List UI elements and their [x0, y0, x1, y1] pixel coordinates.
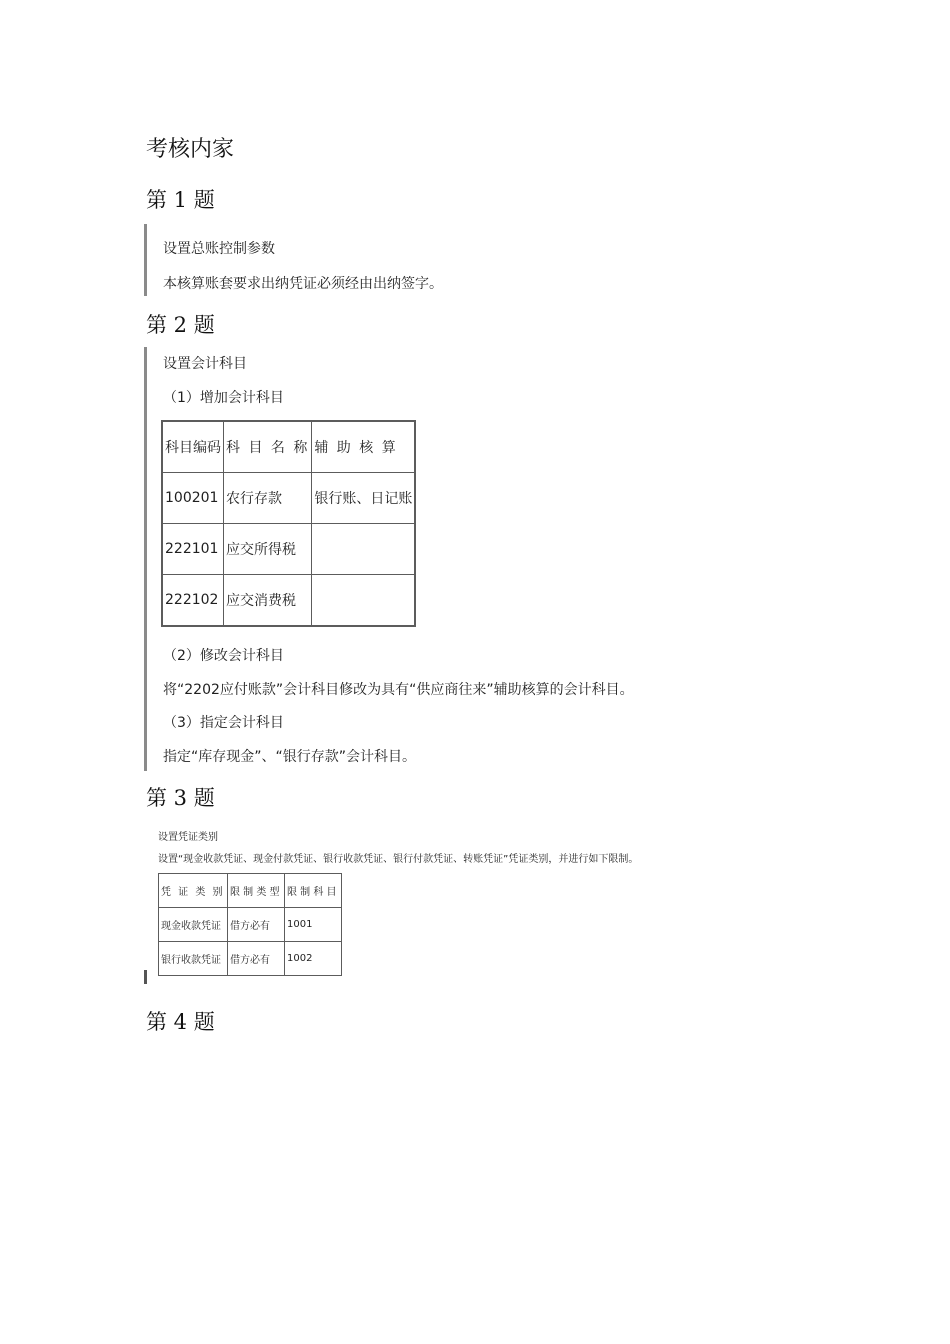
q2-after-2: 将“2202应付账款”会计科目修改为具有“供应商往来”辅助核算的会计科目。 — [163, 682, 634, 698]
header-cell: 限 制 类 型 — [228, 874, 285, 908]
q3-line-2: 设置“现金收款凭证、现金付款凭证、银行收款凭证、银行付款凭证、转账凭证”凭证类别，并进行如下限制。 — [158, 854, 639, 865]
q1-line-1: 设置总账控制参数 — [163, 241, 275, 257]
question-1-heading: 第 1 题 — [146, 188, 215, 212]
question-2-snippet — [144, 347, 707, 771]
table-cell: 100201 — [162, 473, 224, 524]
q2-after-1: （2）修改会计科目 — [163, 648, 284, 664]
table-header-row — [162, 421, 415, 473]
table-cell: 222102 — [162, 575, 224, 627]
table-cell: 银行账、日记账 — [312, 473, 416, 524]
question-1-snippet — [144, 224, 457, 296]
header-cell: 凭 证 类 别 — [159, 874, 228, 908]
question-3-heading: 第 3 题 — [146, 786, 215, 810]
question-4-heading: 第 4 题 — [146, 1010, 215, 1034]
table-cell: 应交所得税 — [224, 524, 312, 575]
q2-intro-1: 设置会计科目 — [163, 356, 247, 372]
table-cell: 1002 — [285, 942, 342, 976]
account-subject-table — [161, 420, 416, 627]
header-cell: 辅 助 核 算 — [312, 421, 416, 473]
header-cell: 科 目 名 称 — [224, 421, 312, 473]
table-row — [162, 575, 415, 627]
header-cell: 科目编码 — [162, 421, 224, 473]
document-title: 考核内家 — [146, 137, 235, 162]
table-cell: 1001 — [285, 908, 342, 942]
snippet-edge-mark — [144, 970, 147, 984]
table-cell: 222101 — [162, 524, 224, 575]
q1-line-2: 本核算账套要求出纳凭证必须经由出纳签字。 — [163, 276, 443, 292]
q2-after-4: 指定“库存现金”、“银行存款”会计科目。 — [163, 749, 417, 765]
table-cell: 应交消费税 — [224, 575, 312, 627]
table-cell — [312, 575, 416, 627]
q3-line-1: 设置凭证类别 — [158, 832, 218, 843]
table-cell — [312, 524, 416, 575]
table-row — [159, 942, 342, 976]
table-row — [162, 473, 415, 524]
table-cell: 银行收款凭证 — [159, 942, 228, 976]
table-header-row — [159, 874, 342, 908]
table-row — [162, 524, 415, 575]
question-3-snippet — [144, 820, 704, 984]
question-2-heading: 第 2 题 — [146, 313, 215, 337]
header-cell: 限 制 科 目 — [285, 874, 342, 908]
table-cell: 现金收款凭证 — [159, 908, 228, 942]
table-cell: 借方必有 — [228, 908, 285, 942]
table-cell: 借方必有 — [228, 942, 285, 976]
q2-intro-2: （1）增加会计科目 — [163, 390, 284, 406]
q2-after-3: （3）指定会计科目 — [163, 715, 284, 731]
table-cell: 农行存款 — [224, 473, 312, 524]
voucher-type-table — [158, 873, 342, 976]
table-row — [159, 908, 342, 942]
